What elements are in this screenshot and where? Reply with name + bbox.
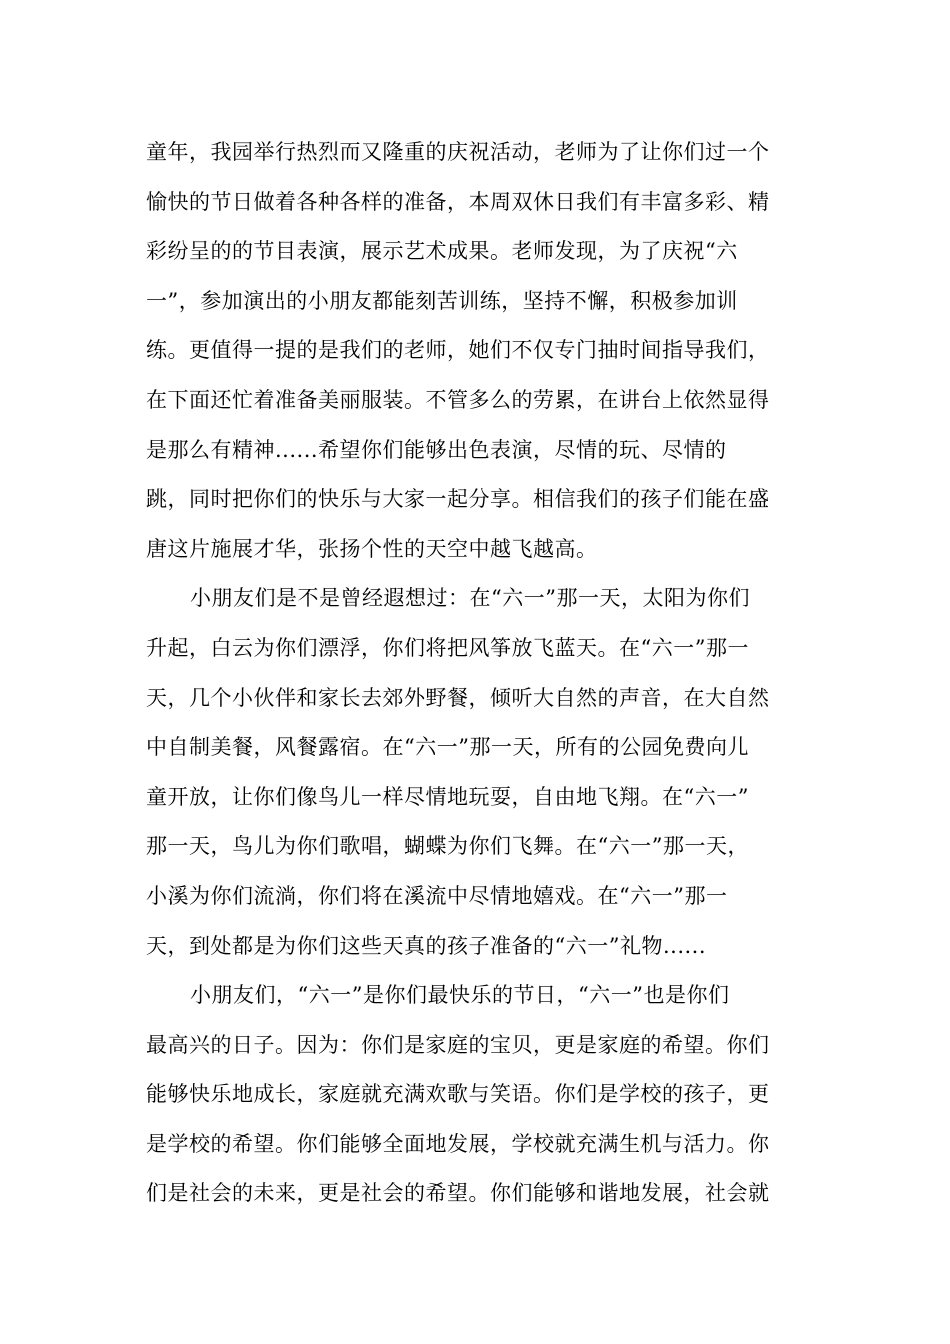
text-line: 童开放，让你们像鸟儿一样尽情地玩耍，自由地飞翔。在“六一” xyxy=(146,784,749,809)
text-line: 最高兴的日子。因为：你们是家庭的宝贝，更是家庭的希望。你们 xyxy=(146,1032,770,1057)
text-line: 们是社会的未来，更是社会的希望。你们能够和谐地发展，社会就 xyxy=(146,1181,770,1206)
text-line: 天，到处都是为你们这些天真的孩子准备的“六一”礼物...... xyxy=(146,933,707,958)
text-line: 练。更值得一提的是我们的老师，她们不仅专门抽时间指导我们， xyxy=(146,338,770,363)
text-line: 小溪为你们流淌，你们将在溪流中尽情地嬉戏。在“六一”那一 xyxy=(146,883,728,908)
text-line: 童年，我园举行热烈而又隆重的庆祝活动，老师为了让你们过一个 xyxy=(146,140,770,164)
document-body xyxy=(146,128,806,1219)
text-line: 在下面还忙着准备美丽服装。不管多么的劳累，在讲台上依然显得 xyxy=(146,387,770,412)
text-line: 升起，白云为你们漂浮，你们将把风筝放飞蓝天。在“六一”那一 xyxy=(146,635,749,660)
text-line: 跳，同时把你们的快乐与大家一起分享。相信我们的孩子们能在盛 xyxy=(146,487,770,512)
text-line: 中自制美餐，风餐露宿。在“六一”那一天，所有的公园免费向儿 xyxy=(146,735,749,760)
text-line: 唐这片施展才华，张扬个性的天空中越飞越高。 xyxy=(146,536,598,561)
text-line: 是那么有精神......希望你们能够出色表演，尽情的玩、尽情的 xyxy=(146,437,727,462)
paragraph-2 xyxy=(146,574,806,971)
text-line: 能够快乐地成长，家庭就充满欢歌与笑语。你们是学校的孩子，更 xyxy=(146,1082,770,1107)
text-line: 一”，参加演出的小朋友都能刻苦训练，坚持不懈，积极参加训 xyxy=(146,288,738,313)
text-line: 小朋友们是不是曾经遐想过：在“六一”那一天，太阳为你们 xyxy=(190,586,750,611)
text-line: 小朋友们，“六一”是你们最快乐的节日，“六一”也是你们 xyxy=(190,983,730,1008)
text-line: 彩纷呈的的节目表演，展示艺术成果。老师发现，为了庆祝“六 xyxy=(146,239,738,264)
text-line: 是学校的希望。你们能够全面地发展，学校就充满生机与活力。你 xyxy=(146,1131,770,1156)
text-line: 那一天，鸟儿为你们歌唱，蝴蝶为你们飞舞。在“六一”那一天， xyxy=(146,834,749,859)
paragraph-1 xyxy=(146,128,806,574)
text-line: 愉快的节日做着各种各样的准备，本周双休日我们有丰富多彩、精 xyxy=(146,189,770,214)
text-line: 天，几个小伙伴和家长去郊外野餐，倾听大自然的声音，在大自然 xyxy=(146,685,770,710)
paragraph-3 xyxy=(146,971,806,1219)
